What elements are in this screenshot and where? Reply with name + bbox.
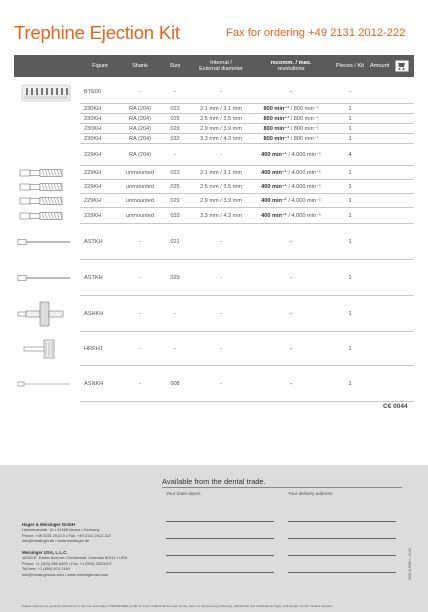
ejection-pin-image bbox=[14, 260, 76, 296]
rev-max: / 4.000 min⁻¹ bbox=[286, 184, 321, 190]
cell-pieces: 1 bbox=[348, 213, 352, 219]
cell-shank: - bbox=[139, 346, 141, 352]
cell-figure: ASNKH bbox=[84, 381, 104, 387]
rev-max: / 4.000 min⁻¹ bbox=[286, 198, 321, 204]
cell-size: - bbox=[174, 152, 176, 158]
cell-pieces: 1 bbox=[348, 275, 352, 281]
cell-size: 029 bbox=[170, 198, 180, 204]
rev-recommended: - bbox=[290, 275, 292, 281]
divider bbox=[162, 487, 402, 488]
cell-figure: 230KH bbox=[84, 116, 102, 122]
cell-pieces: 1 bbox=[348, 198, 352, 204]
cell-diameter: 3.3 mm / 4.3 mm bbox=[200, 213, 242, 219]
cell-figure: HRKH1 bbox=[84, 346, 103, 352]
col-revolutions bbox=[252, 55, 330, 77]
col-pieces: Pieces / Kit bbox=[336, 62, 364, 69]
cell-revolutions bbox=[252, 208, 330, 224]
delivery-address-line[interactable] bbox=[288, 521, 396, 522]
cell-revolutions bbox=[252, 134, 330, 144]
cell-size: 033 bbox=[170, 136, 180, 142]
cell-size: 021 bbox=[170, 170, 180, 176]
cell-revolutions bbox=[252, 104, 330, 114]
cell-pieces: 1 bbox=[348, 136, 352, 142]
cell-pieces: - bbox=[349, 89, 351, 95]
table-row bbox=[14, 332, 414, 366]
rev-recommended: 800 min⁻¹ bbox=[263, 126, 290, 132]
table-header bbox=[14, 55, 414, 77]
company-name: Meisinger USA, L.L.C. bbox=[22, 550, 68, 555]
trade-depot-line[interactable] bbox=[166, 521, 274, 522]
rev-recommended: 400 min⁻¹ bbox=[261, 213, 287, 219]
table-row bbox=[14, 134, 414, 144]
table-row bbox=[14, 144, 414, 166]
cell-size: 025 bbox=[170, 184, 180, 190]
cell-revolutions bbox=[252, 224, 330, 260]
cell-pieces: 4 bbox=[348, 152, 352, 158]
table-row bbox=[14, 366, 414, 402]
cell-pieces: 1 bbox=[348, 381, 352, 387]
document-number: 800L1198EN - 0120 bbox=[408, 548, 412, 580]
fax-number: Fax for ordering +49 2131 2012-222 bbox=[226, 27, 406, 39]
cart-icon bbox=[395, 60, 409, 72]
cell-shank: RA (204) bbox=[128, 106, 152, 112]
t-wrench-image bbox=[14, 332, 76, 366]
cell-pieces: 1 bbox=[348, 239, 352, 245]
cell-figure: BTE00 bbox=[84, 89, 102, 95]
cell-size: 033 bbox=[170, 213, 180, 219]
cell-shank: - bbox=[139, 89, 141, 95]
table-row bbox=[14, 166, 414, 180]
page-title: Trephine Ejection Kit bbox=[14, 22, 180, 43]
kit-box-image bbox=[14, 80, 76, 104]
rev-recommended: - bbox=[290, 89, 292, 95]
company-line: 10200 E. Easter Avenue • Centennial, Colorado 80112 • USA bbox=[22, 555, 128, 561]
rev-recommended: 800 min⁻¹ bbox=[263, 136, 290, 142]
cell-diameter: - bbox=[220, 239, 222, 245]
rev-recommended: - bbox=[290, 381, 292, 387]
cell-diameter: 2.1 mm / 3.1 mm bbox=[200, 106, 242, 112]
cell-diameter: - bbox=[220, 311, 222, 317]
cell-revolutions bbox=[252, 80, 330, 104]
cell-diameter: 3.3 mm / 4.3 mm bbox=[200, 136, 242, 142]
cell-diameter: 2.9 mm / 3.9 mm bbox=[200, 126, 242, 132]
cell-revolutions bbox=[252, 296, 330, 332]
rev-max: / 4.000 min⁻¹ bbox=[286, 170, 321, 176]
needle-image bbox=[14, 366, 76, 402]
cell-revolutions bbox=[252, 180, 330, 194]
rev-recommended: 400 min⁻¹ bbox=[261, 152, 287, 158]
cell-size: 021 bbox=[170, 106, 180, 112]
rev-max: / 800 min⁻¹ bbox=[289, 106, 319, 112]
trade-depot-line[interactable] bbox=[166, 538, 274, 539]
available-text: Available from the dental trade. bbox=[162, 477, 266, 486]
col-rev-line2: revolutions bbox=[277, 66, 305, 72]
cell-size: 029 bbox=[170, 126, 180, 132]
delivery-address-line[interactable] bbox=[288, 572, 396, 573]
cell-figure: 229KH bbox=[84, 198, 102, 204]
company-usa bbox=[22, 550, 127, 577]
cell-figure: ASTKH bbox=[84, 275, 103, 281]
cell-diameter: 2.5 mm / 3.5 mm bbox=[200, 116, 242, 122]
cell-size: 021 bbox=[170, 239, 180, 245]
rev-max: / 800 min⁻¹ bbox=[289, 136, 319, 142]
cell-diameter: - bbox=[220, 89, 222, 95]
trade-depot-label: Your trade depot: bbox=[166, 491, 202, 496]
cell-shank: - bbox=[139, 239, 141, 245]
cell-figure: 230KH bbox=[84, 106, 102, 112]
cell-revolutions bbox=[252, 124, 330, 134]
table-row bbox=[14, 296, 414, 332]
cell-pieces: 1 bbox=[348, 184, 352, 190]
cell-revolutions bbox=[252, 144, 330, 166]
footer bbox=[0, 465, 428, 612]
table-row bbox=[14, 80, 414, 104]
cell-size: 029 bbox=[170, 275, 180, 281]
cell-revolutions bbox=[252, 194, 330, 208]
delivery-address-label: Your delivery address: bbox=[288, 491, 334, 496]
col-diameter-line2: External diameter bbox=[199, 66, 243, 72]
cell-figure: 229KH bbox=[84, 213, 102, 219]
cell-shank: unmounted bbox=[126, 198, 154, 204]
col-figure: Figure bbox=[92, 62, 108, 69]
delivery-address-line[interactable] bbox=[288, 538, 396, 539]
table-row bbox=[14, 224, 414, 260]
cell-revolutions bbox=[252, 166, 330, 180]
cell-shank: RA (204) bbox=[128, 126, 152, 132]
handle-image bbox=[14, 296, 76, 332]
rev-max: / 800 min⁻¹ bbox=[289, 126, 319, 132]
company-germany bbox=[22, 522, 111, 544]
cell-revolutions bbox=[252, 332, 330, 366]
table-row bbox=[14, 124, 414, 134]
trephine-image bbox=[14, 208, 76, 224]
cell-diameter: - bbox=[220, 381, 222, 387]
table-row bbox=[14, 114, 414, 124]
col-rev-line1: recomm. / max. bbox=[270, 59, 312, 66]
ejection-pin-image bbox=[14, 224, 76, 260]
company-line: info@meisinger.de • www.meisinger.de bbox=[22, 538, 90, 544]
company-name: Hager & Meisinger GmbH bbox=[22, 522, 75, 527]
cell-figure: ASTKH bbox=[84, 239, 103, 245]
cell-shank: RA (204) bbox=[128, 116, 152, 122]
rev-recommended: - bbox=[290, 346, 292, 352]
cell-revolutions bbox=[252, 260, 330, 296]
cell-size: - bbox=[174, 311, 176, 317]
cell-shank: RA (204) bbox=[128, 136, 152, 142]
cell-pieces: 1 bbox=[348, 116, 352, 122]
legal-notice: Please observe the general instructions for the use and safety of MEISINGER products in the medical field as well as the notes on reprocessing (cleaning, disinfection and sterilization) Hager & Meisinger GmbH medical devices. bbox=[22, 604, 333, 608]
cell-revolutions bbox=[252, 366, 330, 402]
cell-pieces: 1 bbox=[348, 126, 352, 132]
rev-recommended: - bbox=[290, 311, 292, 317]
table-row bbox=[14, 104, 414, 114]
rev-max: / 800 min⁻¹ bbox=[289, 116, 319, 122]
trephine-image bbox=[14, 180, 76, 194]
cell-shank: - bbox=[139, 275, 141, 281]
trade-depot-line[interactable] bbox=[166, 555, 274, 556]
trade-depot-line[interactable] bbox=[166, 572, 274, 573]
col-diameter bbox=[190, 55, 252, 77]
rev-max: / 4.000 min⁻¹ bbox=[286, 152, 321, 158]
company-line: info@meisingerusa.com • www.meisingerusa.com bbox=[22, 571, 109, 577]
cell-figure: 230KH bbox=[84, 126, 102, 132]
company-line: Phone: +1 (303) 268-5400 • Fax: +1 (303) 268-5407 bbox=[22, 560, 112, 566]
cell-figure: 230KH bbox=[84, 136, 102, 142]
cell-diameter: 2.1 mm / 3.1 mm bbox=[200, 170, 242, 176]
rev-recommended: 800 min⁻¹ bbox=[263, 106, 290, 112]
col-amount: Amount bbox=[370, 62, 390, 69]
cell-shank: - bbox=[139, 381, 141, 387]
col-diameter-line1: Internal / bbox=[210, 59, 232, 66]
cell-shank: unmounted bbox=[126, 213, 154, 219]
cell-figure: 229KH bbox=[84, 184, 102, 190]
rev-recommended: 400 min⁻¹ bbox=[261, 198, 287, 204]
cell-size: 008 bbox=[170, 381, 180, 387]
cell-size: - bbox=[174, 89, 176, 95]
col-shank: Shank bbox=[132, 62, 148, 69]
cell-revolutions bbox=[252, 114, 330, 124]
trephine-image bbox=[14, 166, 76, 180]
cell-diameter: - bbox=[220, 152, 222, 158]
cell-pieces: 1 bbox=[348, 106, 352, 112]
cell-size: - bbox=[174, 346, 176, 352]
table-row bbox=[14, 180, 414, 194]
rev-recommended: 400 min⁻¹ bbox=[261, 170, 287, 176]
company-line: Phone: +49 2131 2012-0 • Fax: +49 2131 2012-222 bbox=[22, 532, 111, 538]
cell-shank: - bbox=[139, 311, 141, 317]
cell-pieces: 1 bbox=[348, 346, 352, 352]
col-size: Size bbox=[169, 62, 181, 69]
ce-mark: C€ 0044 bbox=[383, 403, 408, 410]
rev-recommended: 800 min⁻¹ bbox=[263, 116, 290, 122]
cell-shank: unmounted bbox=[126, 170, 154, 176]
table-row bbox=[14, 208, 414, 224]
delivery-address-line[interactable] bbox=[288, 555, 396, 556]
cell-pieces: 1 bbox=[348, 311, 352, 317]
cell-diameter: - bbox=[220, 346, 222, 352]
cell-shank: unmounted bbox=[126, 184, 154, 190]
trephine-image bbox=[14, 194, 76, 208]
rev-recommended: 400 min⁻¹ bbox=[261, 184, 287, 190]
cell-figure: 229KH bbox=[84, 152, 102, 158]
cell-diameter: - bbox=[220, 275, 222, 281]
cell-figure: 229KH bbox=[84, 170, 102, 176]
company-line: Hansemannstr. 10 • 41468 Neuss • Germany bbox=[22, 527, 100, 533]
cell-diameter: 2.5 mm / 3.5 mm bbox=[200, 184, 242, 190]
cell-size: 025 bbox=[170, 116, 180, 122]
cell-shank: RA (204) bbox=[128, 152, 152, 158]
cell-diameter: 2.9 mm / 3.9 mm bbox=[200, 198, 242, 204]
page-header bbox=[14, 22, 414, 50]
table-row bbox=[14, 194, 414, 208]
cell-figure: ASHKH bbox=[84, 311, 104, 317]
rev-recommended: - bbox=[290, 239, 292, 245]
company-line: Toll free: +1 (800) 674-7464 bbox=[22, 566, 70, 572]
cell-pieces: 1 bbox=[348, 170, 352, 176]
table-row bbox=[14, 260, 414, 296]
rev-max: / 4.000 min⁻¹ bbox=[286, 213, 321, 219]
